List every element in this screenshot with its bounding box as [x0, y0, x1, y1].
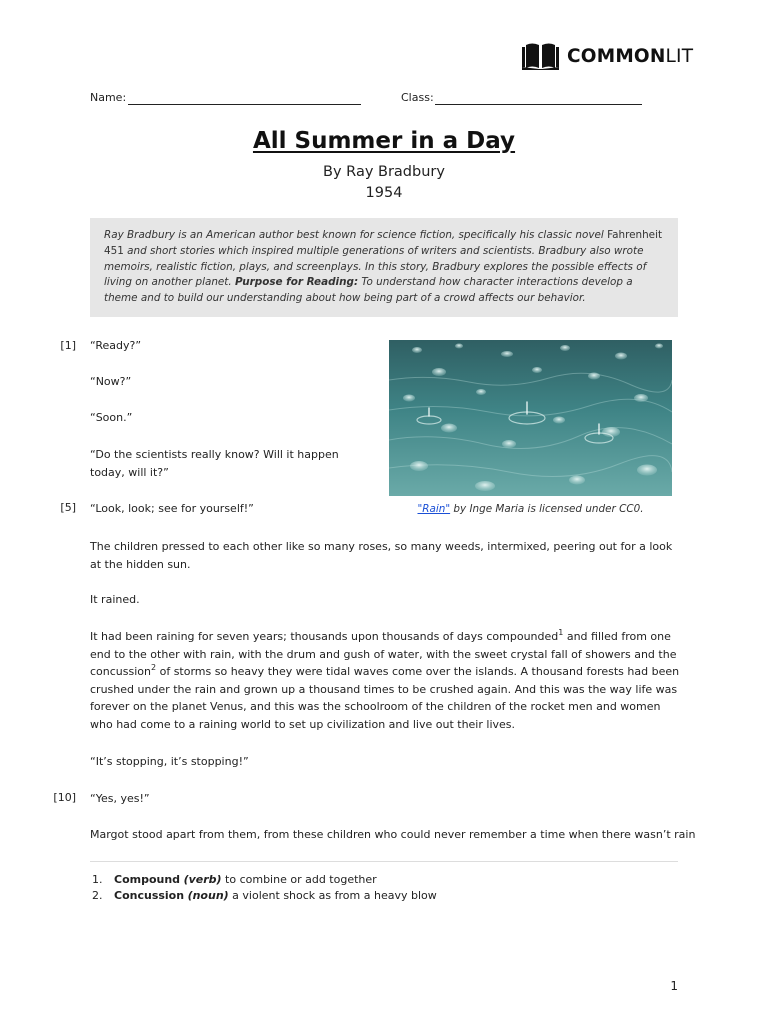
brand-bold: COMMON — [567, 45, 666, 67]
class-field[interactable] — [435, 104, 642, 105]
brand-light: LIT — [665, 45, 694, 67]
footnote-2 — [92, 889, 437, 902]
student-info-row — [90, 91, 650, 107]
footnote-1-term: Compound — [114, 873, 181, 886]
paragraph-8-part-a: It had been raining for seven years; thousands upon thousands of days compounded — [90, 630, 559, 643]
footnote-2-term: Concussion — [114, 889, 185, 902]
paragraph-8 — [90, 628, 680, 734]
paragraph-6: The children pressed to each other like so many roses, so many weeds, intermixed, peering out for a look at the hidden sun. — [90, 540, 673, 571]
story-author: By Ray Bradbury — [323, 164, 445, 180]
purpose-label: Purpose for Reading: — [234, 276, 359, 289]
intro-novel-title: Fahrenheit 451 — [104, 229, 663, 257]
photo-license-text: by Inge Maria is licensed under CC0. — [450, 503, 644, 515]
rain-photo-image — [389, 340, 672, 496]
line-number-10: [10] — [53, 791, 76, 804]
paragraph-8-part-c: of storms so heavy they were tidal waves come over the islands. A thousand forests had been crushed under the rain and grown up a thousand times to be crushed again. And this was the way life was forever on the planet Venus, and this was the schoolroom of the children of the rocket men and women who had come to a raining world to set up civilization and live out their lives. — [90, 665, 680, 731]
footnote-1 — [92, 873, 377, 886]
commonlit-logo — [522, 42, 693, 70]
name-field[interactable] — [128, 104, 361, 105]
class-label: Class: — [401, 91, 434, 104]
paragraph-10: “Yes, yes!” — [90, 792, 150, 805]
footnote-1-pos: (verb) — [183, 873, 222, 886]
paragraph-11: Margot stood apart from them, from these children who could never remember a time when there wasn’t rain — [90, 828, 696, 841]
line-number-1: [1] — [60, 339, 76, 352]
brand-wordmark — [567, 46, 693, 67]
paragraph-7: It rained. — [90, 593, 140, 606]
footnote-2-pos: (noun) — [187, 889, 229, 902]
paragraph-1: “Ready?” — [90, 339, 142, 352]
footnote-2-number: 2. — [92, 889, 103, 902]
footnote-ref-1[interactable]: 1 — [558, 628, 564, 637]
intro-box — [90, 218, 678, 317]
footnote-1-definition: to combine or add together — [221, 873, 377, 886]
intro-text: Ray Bradbury is an American author best known for science fiction, specifically his classic novel — [104, 229, 608, 241]
paragraph-3: “Soon.” — [90, 411, 133, 424]
footnote-divider — [90, 861, 678, 862]
story-title: All Summer in a Day — [252, 128, 516, 154]
paragraph-4: “Do the scientists really know? Will it happen today, will it?” — [90, 448, 339, 479]
page-number: 1 — [670, 979, 678, 993]
story-year: 1954 — [365, 185, 403, 201]
footnote-2-definition: a violent shock as from a heavy blow — [228, 889, 437, 902]
paragraph-9: “It’s stopping, it’s stopping!” — [90, 755, 249, 768]
intro-text-middle: and short stories which inspired multiple generations of writers and scientists. Bradbury also wrote memoirs, realistic fiction, plays, and screenplays. In this story, Bradbury explores the possible effects of living on another planet. — [104, 244, 647, 289]
paragraph-2: “Now?” — [90, 375, 132, 388]
footnote-1-number: 1. — [92, 873, 103, 886]
purpose-text: To understand how character interactions develop a theme and to build our understanding about how being part of a crowd affects our behavior. — [104, 276, 633, 305]
rain-photo — [389, 340, 672, 496]
footnote-ref-2[interactable]: 2 — [151, 663, 157, 673]
paragraph-8-part-b: and filled from one end to the other with rain, with the drum and gush of water, with the sweet crystal fall of showers and the concussion — [90, 630, 677, 679]
paragraph-5: “Look, look; see for yourself!” — [90, 502, 254, 515]
photo-caption — [389, 503, 672, 515]
name-label: Name: — [90, 91, 127, 104]
open-book-icon — [522, 42, 559, 70]
line-number-5: [5] — [60, 501, 76, 514]
photo-source-link[interactable]: "Rain" — [417, 503, 451, 515]
